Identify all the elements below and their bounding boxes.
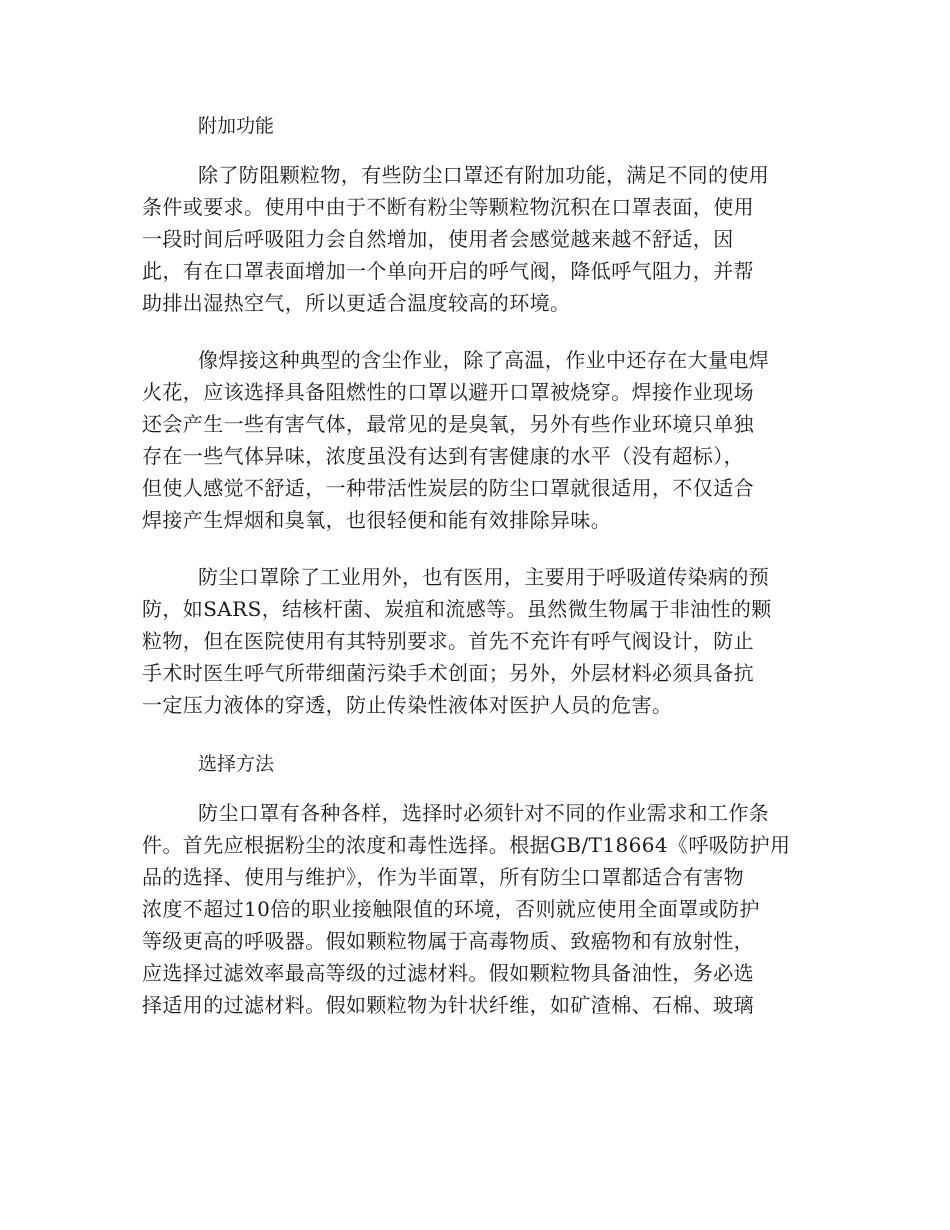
text-line: 浓度不超过10倍的职业接触限值的环境，否则就应使用全面罩或防护: [142, 897, 760, 921]
text-line: 手术时医生呼气所带细菌污染手术创面；另外，外层材料必须具备抗: [142, 661, 754, 685]
text-line: 防尘口罩除了工业用外，也有医用，主要用于呼吸道传染病的预: [198, 565, 770, 589]
section-heading-additional-functions: 附加功能: [198, 115, 275, 137]
text-line: 除了防阻颗粒物，有些防尘口罩还有附加功能，满足不同的使用: [198, 163, 770, 187]
text-line: 条件或要求。使用中由于不断有粉尘等颗粒物沉积在口罩表面，使用: [142, 195, 754, 219]
text-line: 品的选择、使用与维护》，作为半面罩，所有防尘口罩都适合有害物: [142, 865, 744, 889]
text-line: 一段时间后呼吸阻力会自然增加，使用者会感觉越来越不舒适，因: [142, 227, 734, 251]
text-line: 火花，应该选择具备阻燃性的口罩以避开口罩被烧穿。焊接作业现场: [142, 380, 754, 404]
text-line: 一定压力液体的穿透，防止传染性液体对医护人员的危害。: [142, 693, 673, 717]
paragraph-medical-use: [142, 561, 806, 721]
text-line: 助排出湿热空气，所以更适合温度较高的环境。: [142, 291, 571, 315]
text-line: 此，有在口罩表面增加一个单向开启的呼气阀，降低呼气阻力，并帮: [142, 259, 754, 283]
section-heading-selection-methods: 选择方法: [198, 753, 275, 775]
paragraph-welding: [142, 344, 806, 536]
text-line: 焊接产生焊烟和臭氧，也很轻便和能有效排除异味。: [142, 508, 612, 532]
text-line: 存在一些气体异味，浓度虽没有达到有害健康的水平（没有超标），: [142, 444, 744, 468]
text-line: 像焊接这种典型的含尘作业，除了高温，作业中还存在大量电焊: [198, 348, 770, 372]
text-line: 但使人感觉不舒适，一种带活性炭层的防尘口罩就很适用，不仅适合: [142, 476, 754, 500]
text-line: 等级更高的呼吸器。假如颗粒物属于高毒物质、致癌物和有放射性，: [142, 929, 754, 953]
text-line: 防尘口罩有各种各样，选择时必须针对不同的作业需求和工作条: [198, 801, 770, 825]
text-line: 择适用的过滤材料。假如颗粒物为针状纤维，如矿渣棉、石棉、玻璃: [142, 993, 754, 1017]
text-line: 应选择过滤效率最高等级的过滤材料。假如颗粒物具备油性，务必选: [142, 961, 754, 985]
text-line: 还会产生一些有害气体，最常见的是臭氧，另外有些作业环境只单独: [142, 412, 754, 436]
text-line: 防，如SARS，结核杆菌、炭疽和流感等。虽然微生物属于非油性的颗: [142, 597, 772, 621]
paragraph-additional-functions: [142, 159, 806, 319]
text-line: 件。首先应根据粉尘的浓度和毒性选择。根据GB/T18664《呼吸防护用: [142, 833, 791, 857]
text-line: 粒物，但在医院使用有其特别要求。首先不充许有呼气阀设计，防止: [142, 629, 754, 653]
document-page: [142, 108, 806, 1046]
paragraph-selection: [142, 797, 806, 1021]
